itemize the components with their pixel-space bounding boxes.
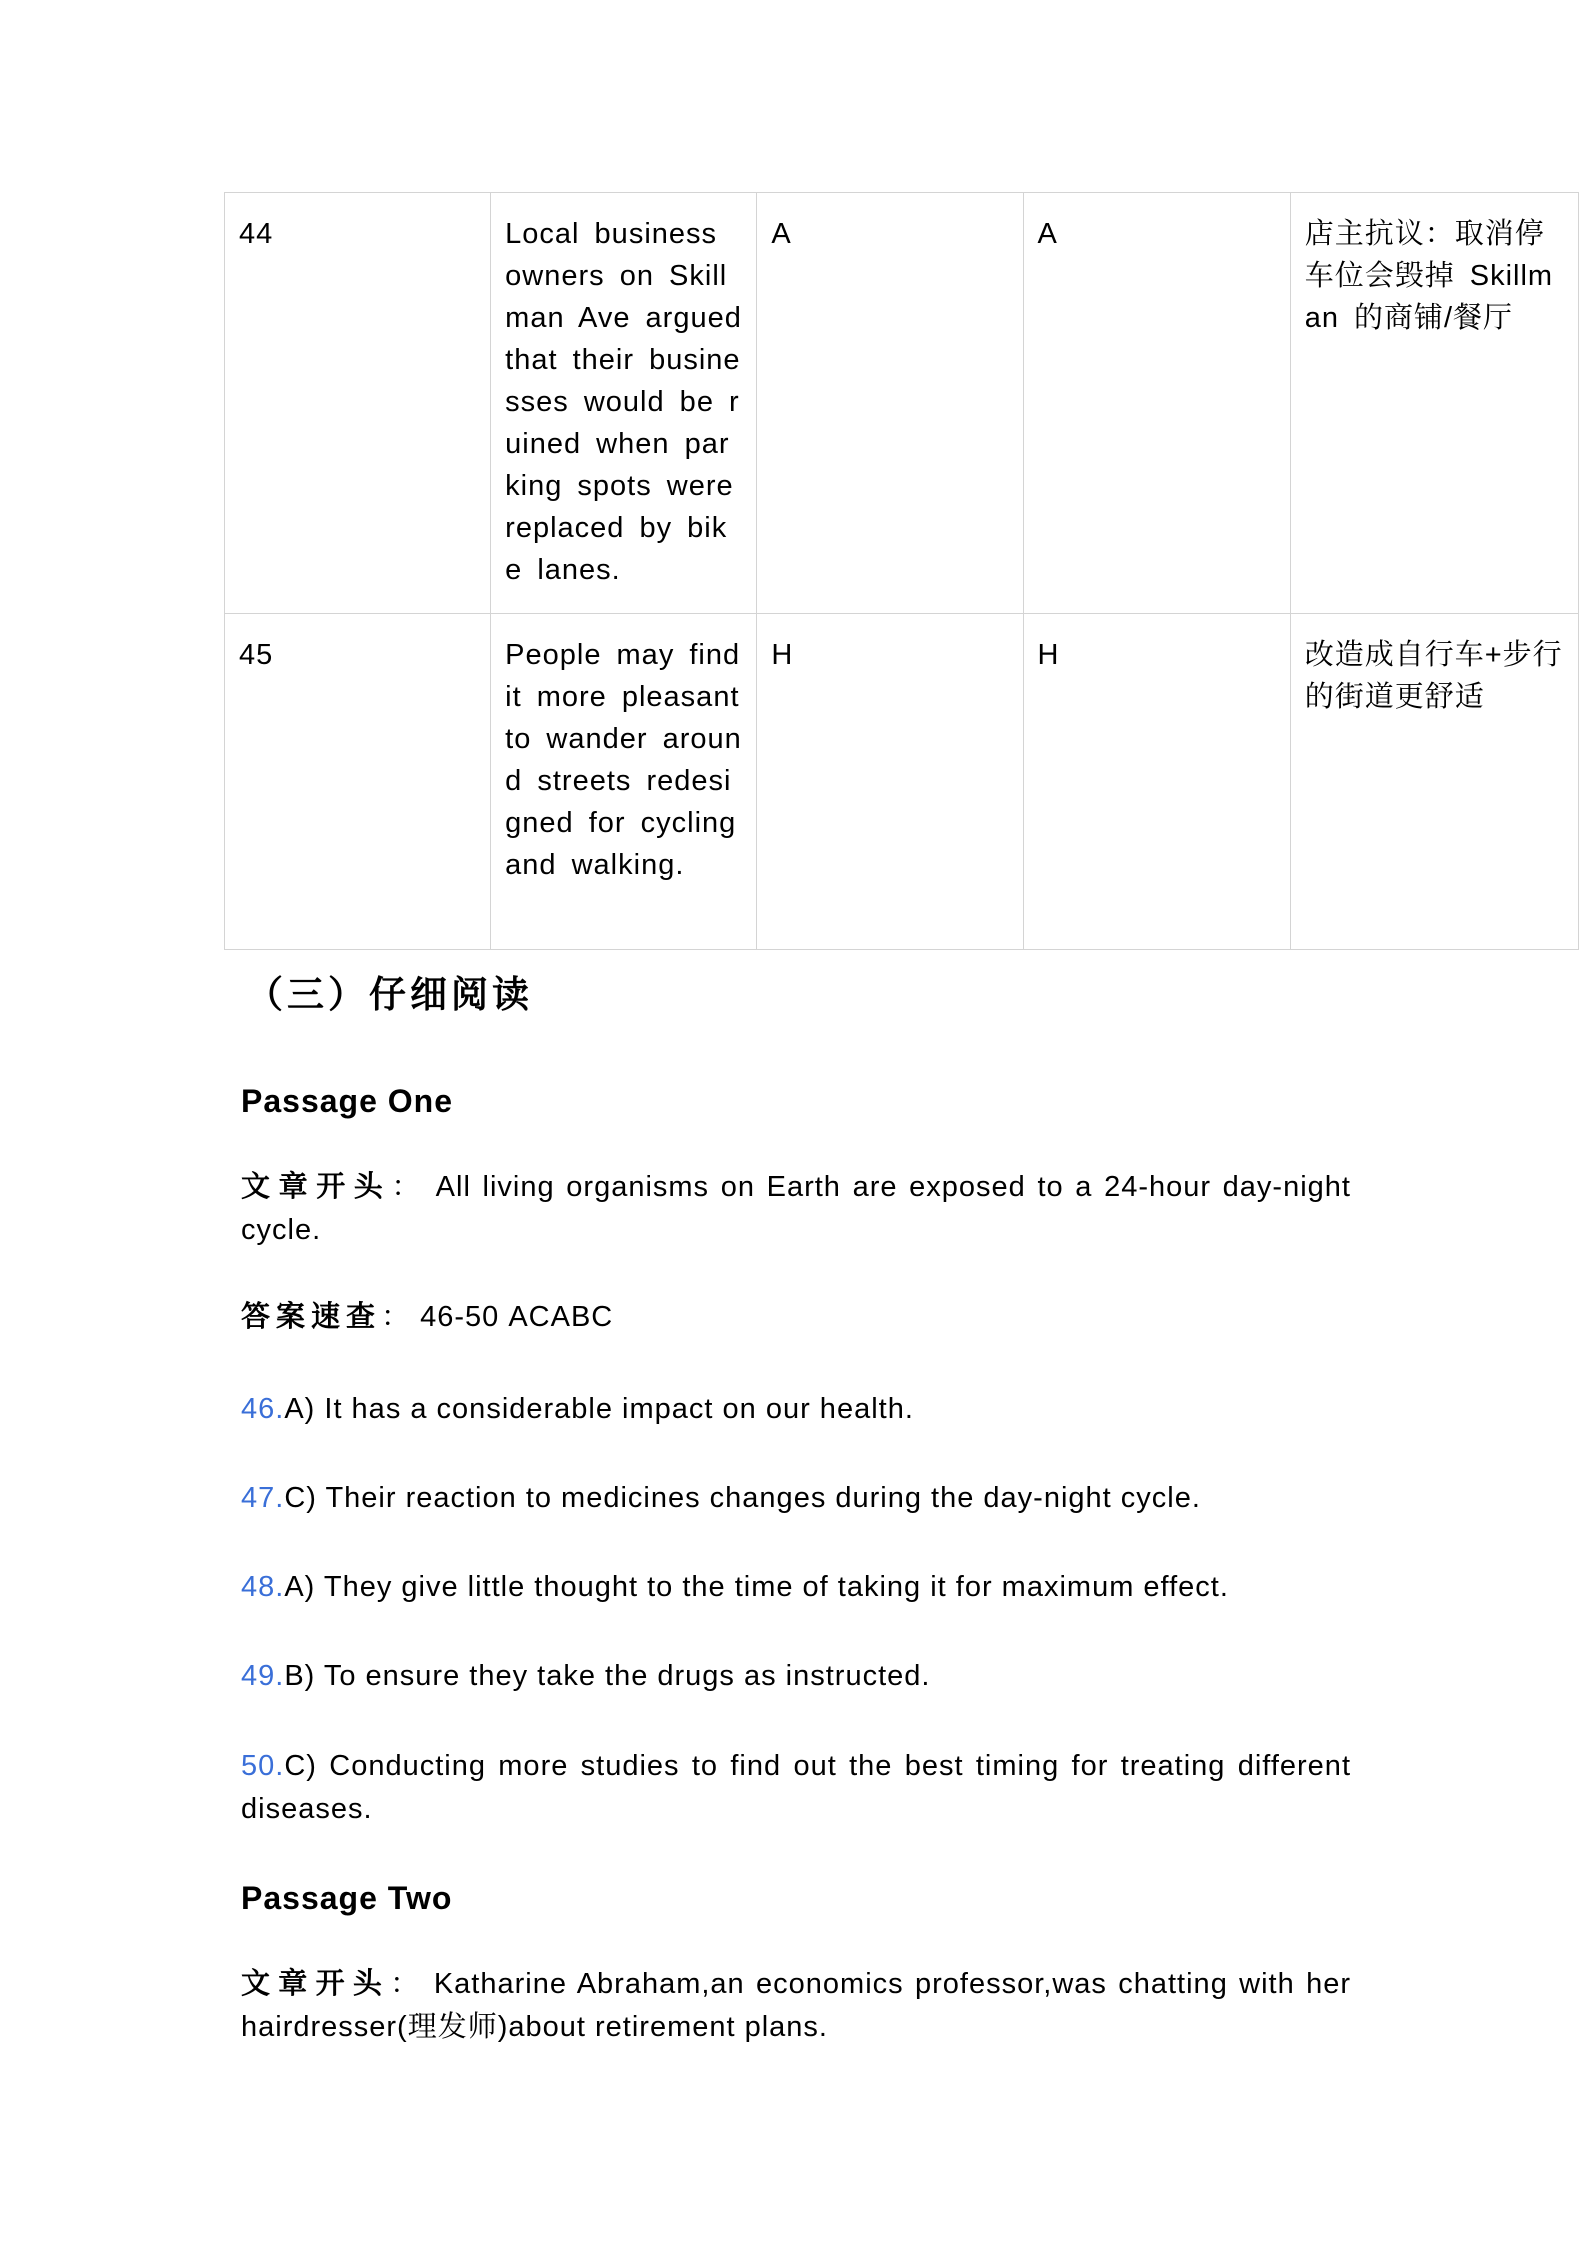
label-colon: ：: [391, 1171, 424, 1203]
opening-text: All living organisms on Earth are exposed to a 24-hour day-night cycle.: [241, 1171, 1351, 1246]
answer-cell: H: [757, 614, 1023, 950]
label-colon: ：: [390, 1968, 423, 2000]
question-number: 48.: [241, 1571, 285, 1603]
passage-two-opening: [241, 1963, 1351, 2049]
passage-one-opening: [241, 1166, 1351, 1252]
question-answer: B) To ensure they take the drugs as instructed.: [284, 1660, 931, 1692]
question-number-cell: 45: [225, 614, 491, 950]
section-heading: （三）仔细阅读: [246, 974, 533, 1015]
question-item: [241, 1566, 1351, 1609]
statement-cell: Local business owners on Skillman Ave argued that their businesses would be ruined when parking spots were replaced by bike lanes.: [491, 193, 757, 614]
question-number-cell: 44: [225, 193, 491, 614]
question-answer: C) Their reaction to medicines changes during the day-night cycle.: [284, 1482, 1201, 1514]
opening-text: Katharine Abraham,an economics professor,was chatting with her hairdresser(理发师)about retirement plans.: [241, 1968, 1351, 2043]
note-cell: 改造成自行车+步行的街道更舒适: [1290, 614, 1578, 950]
answers-quick-check: [241, 1296, 1351, 1339]
opening-label: 文章开头: [241, 1968, 391, 2000]
question-item: [241, 1745, 1351, 1831]
question-answer: A) It has a considerable impact on our health.: [284, 1393, 914, 1425]
question-number: 47.: [241, 1482, 285, 1514]
question-item: [241, 1388, 1351, 1431]
answer-cell: A: [757, 193, 1023, 614]
opening-label: 文章开头: [241, 1171, 392, 1203]
table-row: [225, 193, 1579, 614]
passage-one-title: Passage One: [241, 1083, 453, 1119]
statement-cell: People may find it more pleasant to wander around streets redesigned for cycling and walking.: [491, 614, 757, 950]
answers-label: 答案速查: [241, 1301, 382, 1333]
question-answer: A) They give little thought to the time of taking it for maximum effect.: [284, 1571, 1229, 1603]
passage-two-title: Passage Two: [241, 1880, 453, 1916]
label-colon: ：: [381, 1301, 412, 1333]
note-cell: 店主抗议：取消停车位会毁掉 Skillman 的商铺/餐厅: [1290, 193, 1578, 614]
answer-cell: A: [1023, 193, 1290, 614]
question-number: 46.: [241, 1393, 285, 1425]
answer-cell: H: [1023, 614, 1290, 950]
question-number: 50.: [241, 1750, 285, 1782]
answer-table: [224, 192, 1579, 950]
question-item: [241, 1655, 1351, 1698]
question-number: 49.: [241, 1660, 285, 1692]
question-item: [241, 1477, 1351, 1520]
table-row: [225, 614, 1579, 950]
answers-text: 46-50 ACABC: [420, 1301, 614, 1333]
question-answer: C) Conducting more studies to find out the best timing for treating different diseases.: [241, 1750, 1351, 1825]
